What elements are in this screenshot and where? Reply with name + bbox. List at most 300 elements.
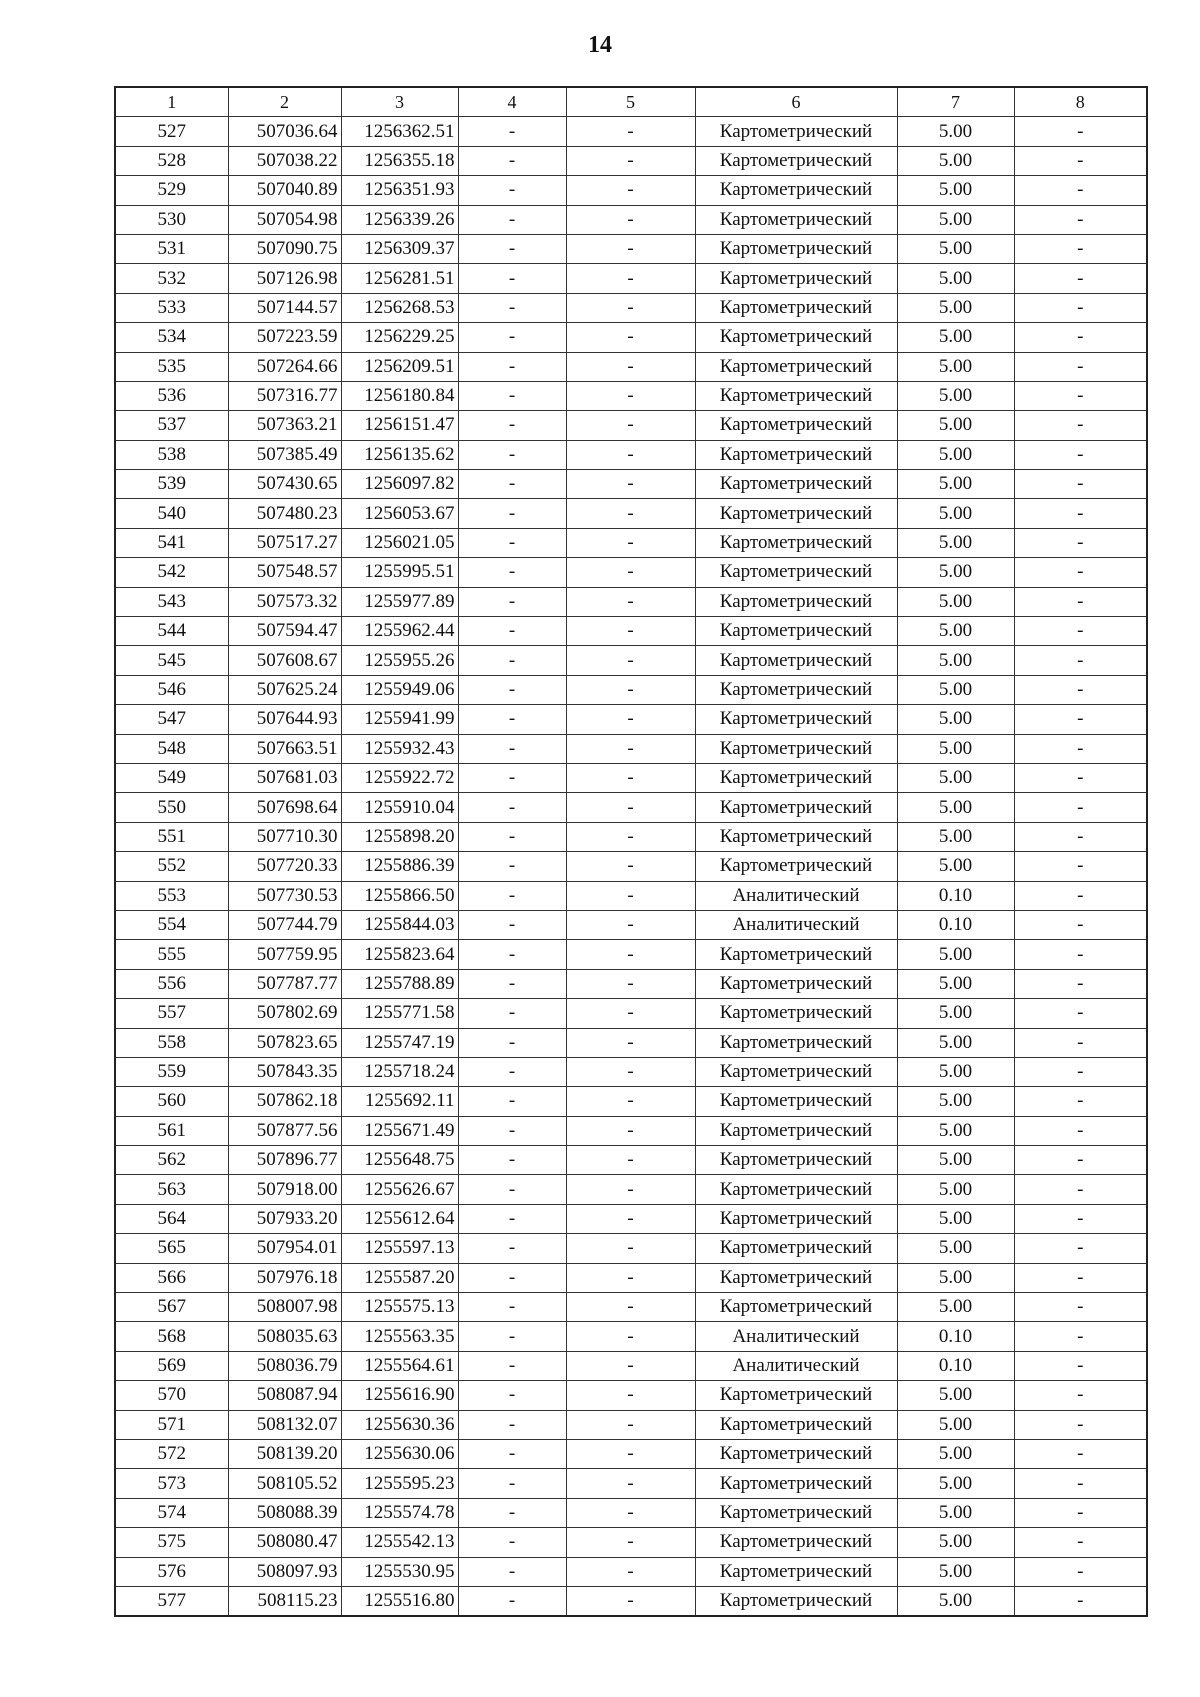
column-5-cell: - <box>566 852 695 881</box>
table-row <box>115 264 1147 293</box>
column-5-cell: - <box>566 999 695 1028</box>
method-cell: Картометрический <box>695 411 897 440</box>
x-coordinate-cell: 507663.51 <box>228 734 341 763</box>
method-cell: Аналитический <box>695 1351 897 1380</box>
x-coordinate-cell: 507976.18 <box>228 1263 341 1292</box>
column-8-cell: - <box>1014 1175 1147 1204</box>
point-number-cell: 539 <box>115 470 228 499</box>
point-number-cell: 542 <box>115 558 228 587</box>
x-coordinate-cell: 507681.03 <box>228 763 341 792</box>
column-4-cell: - <box>458 705 566 734</box>
method-cell: Картометрический <box>695 470 897 499</box>
x-coordinate-cell: 507316.77 <box>228 381 341 410</box>
column-5-cell: - <box>566 1293 695 1322</box>
accuracy-cell: 5.00 <box>897 117 1014 146</box>
column-5-cell: - <box>566 734 695 763</box>
y-coordinate-cell: 1255932.43 <box>341 734 458 763</box>
column-4-cell: - <box>458 146 566 175</box>
column-8-cell: - <box>1014 117 1147 146</box>
x-coordinate-cell: 507144.57 <box>228 293 341 322</box>
y-coordinate-cell: 1256180.84 <box>341 381 458 410</box>
y-coordinate-cell: 1255542.13 <box>341 1528 458 1557</box>
column-4-cell: - <box>458 1469 566 1498</box>
column-4-cell: - <box>458 470 566 499</box>
y-coordinate-cell: 1256355.18 <box>341 146 458 175</box>
x-coordinate-cell: 507698.64 <box>228 793 341 822</box>
accuracy-cell: 5.00 <box>897 1204 1014 1233</box>
column-8-cell: - <box>1014 234 1147 263</box>
table-row <box>115 1175 1147 1204</box>
column-4-cell: - <box>458 1381 566 1410</box>
column-4-cell: - <box>458 793 566 822</box>
accuracy-cell: 5.00 <box>897 734 1014 763</box>
method-cell: Картометрический <box>695 734 897 763</box>
column-header: 7 <box>897 87 1014 117</box>
x-coordinate-cell: 507877.56 <box>228 1116 341 1145</box>
column-8-cell: - <box>1014 705 1147 734</box>
point-number-cell: 577 <box>115 1586 228 1616</box>
method-cell: Картометрический <box>695 763 897 792</box>
table-row <box>115 499 1147 528</box>
x-coordinate-cell: 507573.32 <box>228 587 341 616</box>
column-8-cell: - <box>1014 1057 1147 1086</box>
column-header: 6 <box>695 87 897 117</box>
x-coordinate-cell: 508132.07 <box>228 1410 341 1439</box>
x-coordinate-cell: 507644.93 <box>228 705 341 734</box>
point-number-cell: 556 <box>115 969 228 998</box>
point-number-cell: 544 <box>115 617 228 646</box>
column-8-cell: - <box>1014 646 1147 675</box>
accuracy-cell: 5.00 <box>897 205 1014 234</box>
y-coordinate-cell: 1255648.75 <box>341 1146 458 1175</box>
table-row <box>115 1469 1147 1498</box>
point-number-cell: 551 <box>115 822 228 851</box>
column-4-cell: - <box>458 381 566 410</box>
accuracy-cell: 5.00 <box>897 264 1014 293</box>
table-row <box>115 234 1147 263</box>
column-8-cell: - <box>1014 146 1147 175</box>
column-5-cell: - <box>566 176 695 205</box>
x-coordinate-cell: 507363.21 <box>228 411 341 440</box>
point-number-cell: 559 <box>115 1057 228 1086</box>
column-header: 8 <box>1014 87 1147 117</box>
y-coordinate-cell: 1255616.90 <box>341 1381 458 1410</box>
y-coordinate-cell: 1256229.25 <box>341 323 458 352</box>
column-4-cell: - <box>458 1057 566 1086</box>
accuracy-cell: 5.00 <box>897 1175 1014 1204</box>
column-8-cell: - <box>1014 763 1147 792</box>
accuracy-cell: 5.00 <box>897 1234 1014 1263</box>
y-coordinate-cell: 1255692.11 <box>341 1087 458 1116</box>
x-coordinate-cell: 507802.69 <box>228 999 341 1028</box>
y-coordinate-cell: 1256281.51 <box>341 264 458 293</box>
point-number-cell: 543 <box>115 587 228 616</box>
y-coordinate-cell: 1255574.78 <box>341 1498 458 1527</box>
table-row <box>115 822 1147 851</box>
table-row <box>115 176 1147 205</box>
x-coordinate-cell: 507918.00 <box>228 1175 341 1204</box>
column-4-cell: - <box>458 1234 566 1263</box>
y-coordinate-cell: 1255977.89 <box>341 587 458 616</box>
point-number-cell: 555 <box>115 940 228 969</box>
method-cell: Картометрический <box>695 1528 897 1557</box>
table-row <box>115 1116 1147 1145</box>
y-coordinate-cell: 1255516.80 <box>341 1586 458 1616</box>
point-number-cell: 535 <box>115 352 228 381</box>
point-number-cell: 553 <box>115 881 228 910</box>
column-4-cell: - <box>458 675 566 704</box>
accuracy-cell: 0.10 <box>897 1351 1014 1380</box>
column-4-cell: - <box>458 1410 566 1439</box>
x-coordinate-cell: 508035.63 <box>228 1322 341 1351</box>
point-number-cell: 538 <box>115 440 228 469</box>
method-cell: Картометрический <box>695 146 897 175</box>
y-coordinate-cell: 1255630.06 <box>341 1439 458 1468</box>
method-cell: Аналитический <box>695 881 897 910</box>
accuracy-cell: 5.00 <box>897 587 1014 616</box>
column-5-cell: - <box>566 1087 695 1116</box>
x-coordinate-cell: 507744.79 <box>228 910 341 939</box>
method-cell: Картометрический <box>695 1293 897 1322</box>
column-5-cell: - <box>566 1322 695 1351</box>
y-coordinate-cell: 1255563.35 <box>341 1322 458 1351</box>
column-4-cell: - <box>458 264 566 293</box>
column-4-cell: - <box>458 234 566 263</box>
table-row <box>115 646 1147 675</box>
column-4-cell: - <box>458 852 566 881</box>
column-5-cell: - <box>566 470 695 499</box>
accuracy-cell: 5.00 <box>897 675 1014 704</box>
y-coordinate-cell: 1255597.13 <box>341 1234 458 1263</box>
y-coordinate-cell: 1255962.44 <box>341 617 458 646</box>
accuracy-cell: 0.10 <box>897 1322 1014 1351</box>
point-number-cell: 530 <box>115 205 228 234</box>
point-number-cell: 531 <box>115 234 228 263</box>
point-number-cell: 548 <box>115 734 228 763</box>
column-4-cell: - <box>458 205 566 234</box>
column-8-cell: - <box>1014 1116 1147 1145</box>
y-coordinate-cell: 1255949.06 <box>341 675 458 704</box>
column-4-cell: - <box>458 411 566 440</box>
table-row <box>115 1087 1147 1116</box>
accuracy-cell: 0.10 <box>897 881 1014 910</box>
accuracy-cell: 5.00 <box>897 323 1014 352</box>
x-coordinate-cell: 507036.64 <box>228 117 341 146</box>
column-5-cell: - <box>566 1557 695 1586</box>
column-4-cell: - <box>458 117 566 146</box>
table-row <box>115 999 1147 1028</box>
column-8-cell: - <box>1014 352 1147 381</box>
column-8-cell: - <box>1014 1146 1147 1175</box>
column-8-cell: - <box>1014 1263 1147 1292</box>
column-8-cell: - <box>1014 999 1147 1028</box>
x-coordinate-cell: 507385.49 <box>228 440 341 469</box>
column-5-cell: - <box>566 1204 695 1233</box>
column-5-cell: - <box>566 940 695 969</box>
table-row <box>115 705 1147 734</box>
column-4-cell: - <box>458 646 566 675</box>
column-4-cell: - <box>458 999 566 1028</box>
column-5-cell: - <box>566 352 695 381</box>
column-8-cell: - <box>1014 1586 1147 1616</box>
x-coordinate-cell: 507759.95 <box>228 940 341 969</box>
table-row <box>115 1028 1147 1057</box>
method-cell: Картометрический <box>695 528 897 557</box>
y-coordinate-cell: 1255587.20 <box>341 1263 458 1292</box>
method-cell: Картометрический <box>695 705 897 734</box>
accuracy-cell: 5.00 <box>897 999 1014 1028</box>
point-number-cell: 537 <box>115 411 228 440</box>
column-5-cell: - <box>566 411 695 440</box>
y-coordinate-cell: 1255718.24 <box>341 1057 458 1086</box>
column-5-cell: - <box>566 910 695 939</box>
y-coordinate-cell: 1255612.64 <box>341 1204 458 1233</box>
table-row <box>115 1293 1147 1322</box>
y-coordinate-cell: 1255595.23 <box>341 1469 458 1498</box>
method-cell: Картометрический <box>695 940 897 969</box>
x-coordinate-cell: 508036.79 <box>228 1351 341 1380</box>
column-4-cell: - <box>458 1351 566 1380</box>
table-row <box>115 558 1147 587</box>
table-row <box>115 1410 1147 1439</box>
accuracy-cell: 5.00 <box>897 176 1014 205</box>
table-row <box>115 146 1147 175</box>
x-coordinate-cell: 507090.75 <box>228 234 341 263</box>
x-coordinate-cell: 507038.22 <box>228 146 341 175</box>
column-8-cell: - <box>1014 910 1147 939</box>
column-8-cell: - <box>1014 822 1147 851</box>
column-4-cell: - <box>458 617 566 646</box>
column-4-cell: - <box>458 1146 566 1175</box>
accuracy-cell: 5.00 <box>897 1087 1014 1116</box>
column-5-cell: - <box>566 1351 695 1380</box>
accuracy-cell: 5.00 <box>897 411 1014 440</box>
column-5-cell: - <box>566 499 695 528</box>
accuracy-cell: 5.00 <box>897 1057 1014 1086</box>
column-8-cell: - <box>1014 734 1147 763</box>
table-row <box>115 881 1147 910</box>
table-row <box>115 763 1147 792</box>
column-5-cell: - <box>566 1028 695 1057</box>
column-8-cell: - <box>1014 940 1147 969</box>
coordinates-table <box>114 86 1148 1617</box>
method-cell: Картометрический <box>695 1146 897 1175</box>
column-5-cell: - <box>566 969 695 998</box>
method-cell: Картометрический <box>695 440 897 469</box>
column-header: 3 <box>341 87 458 117</box>
column-5-cell: - <box>566 234 695 263</box>
point-number-cell: 568 <box>115 1322 228 1351</box>
point-number-cell: 561 <box>115 1116 228 1145</box>
y-coordinate-cell: 1255922.72 <box>341 763 458 792</box>
point-number-cell: 567 <box>115 1293 228 1322</box>
table-row <box>115 852 1147 881</box>
table-header-row <box>115 87 1147 117</box>
column-5-cell: - <box>566 205 695 234</box>
accuracy-cell: 5.00 <box>897 146 1014 175</box>
x-coordinate-cell: 507862.18 <box>228 1087 341 1116</box>
x-coordinate-cell: 508007.98 <box>228 1293 341 1322</box>
column-8-cell: - <box>1014 1469 1147 1498</box>
column-5-cell: - <box>566 293 695 322</box>
table-row <box>115 1586 1147 1616</box>
accuracy-cell: 5.00 <box>897 1263 1014 1292</box>
column-5-cell: - <box>566 705 695 734</box>
table-row <box>115 1351 1147 1380</box>
accuracy-cell: 5.00 <box>897 969 1014 998</box>
column-4-cell: - <box>458 1175 566 1204</box>
y-coordinate-cell: 1256268.53 <box>341 293 458 322</box>
method-cell: Картометрический <box>695 1263 897 1292</box>
method-cell: Картометрический <box>695 558 897 587</box>
y-coordinate-cell: 1255771.58 <box>341 999 458 1028</box>
x-coordinate-cell: 507548.57 <box>228 558 341 587</box>
column-5-cell: - <box>566 617 695 646</box>
column-5-cell: - <box>566 1057 695 1086</box>
column-8-cell: - <box>1014 617 1147 646</box>
point-number-cell: 536 <box>115 381 228 410</box>
accuracy-cell: 5.00 <box>897 1146 1014 1175</box>
column-4-cell: - <box>458 734 566 763</box>
accuracy-cell: 5.00 <box>897 852 1014 881</box>
table-row <box>115 528 1147 557</box>
x-coordinate-cell: 507264.66 <box>228 352 341 381</box>
point-number-cell: 558 <box>115 1028 228 1057</box>
accuracy-cell: 5.00 <box>897 528 1014 557</box>
column-4-cell: - <box>458 1498 566 1527</box>
accuracy-cell: 5.00 <box>897 1469 1014 1498</box>
method-cell: Картометрический <box>695 822 897 851</box>
page-number: 14 <box>588 32 612 58</box>
y-coordinate-cell: 1255564.61 <box>341 1351 458 1380</box>
column-4-cell: - <box>458 1204 566 1233</box>
y-coordinate-cell: 1256053.67 <box>341 499 458 528</box>
column-8-cell: - <box>1014 675 1147 704</box>
point-number-cell: 529 <box>115 176 228 205</box>
method-cell: Картометрический <box>695 205 897 234</box>
column-4-cell: - <box>458 822 566 851</box>
table-row <box>115 1234 1147 1263</box>
column-5-cell: - <box>566 117 695 146</box>
column-4-cell: - <box>458 763 566 792</box>
column-header: 1 <box>115 87 228 117</box>
method-cell: Картометрический <box>695 1116 897 1145</box>
table-row <box>115 969 1147 998</box>
column-8-cell: - <box>1014 381 1147 410</box>
table-row <box>115 440 1147 469</box>
column-5-cell: - <box>566 1146 695 1175</box>
y-coordinate-cell: 1256362.51 <box>341 117 458 146</box>
column-4-cell: - <box>458 1322 566 1351</box>
y-coordinate-cell: 1256151.47 <box>341 411 458 440</box>
accuracy-cell: 5.00 <box>897 234 1014 263</box>
point-number-cell: 564 <box>115 1204 228 1233</box>
column-5-cell: - <box>566 1498 695 1527</box>
column-5-cell: - <box>566 1263 695 1292</box>
accuracy-cell: 5.00 <box>897 1410 1014 1439</box>
point-number-cell: 534 <box>115 323 228 352</box>
column-4-cell: - <box>458 558 566 587</box>
accuracy-cell: 5.00 <box>897 617 1014 646</box>
method-cell: Аналитический <box>695 1322 897 1351</box>
column-5-cell: - <box>566 1175 695 1204</box>
y-coordinate-cell: 1255671.49 <box>341 1116 458 1145</box>
accuracy-cell: 5.00 <box>897 1528 1014 1557</box>
accuracy-cell: 5.00 <box>897 558 1014 587</box>
table-row <box>115 1057 1147 1086</box>
table-row <box>115 293 1147 322</box>
x-coordinate-cell: 507608.67 <box>228 646 341 675</box>
method-cell: Картометрический <box>695 1498 897 1527</box>
accuracy-cell: 5.00 <box>897 822 1014 851</box>
method-cell: Картометрический <box>695 587 897 616</box>
x-coordinate-cell: 508088.39 <box>228 1498 341 1527</box>
column-4-cell: - <box>458 1028 566 1057</box>
column-8-cell: - <box>1014 264 1147 293</box>
accuracy-cell: 0.10 <box>897 910 1014 939</box>
column-8-cell: - <box>1014 176 1147 205</box>
column-8-cell: - <box>1014 1087 1147 1116</box>
column-5-cell: - <box>566 323 695 352</box>
point-number-cell: 565 <box>115 1234 228 1263</box>
column-8-cell: - <box>1014 528 1147 557</box>
x-coordinate-cell: 508087.94 <box>228 1381 341 1410</box>
x-coordinate-cell: 507823.65 <box>228 1028 341 1057</box>
point-number-cell: 569 <box>115 1351 228 1380</box>
column-5-cell: - <box>566 587 695 616</box>
method-cell: Картометрический <box>695 852 897 881</box>
method-cell: Картометрический <box>695 1175 897 1204</box>
column-5-cell: - <box>566 646 695 675</box>
y-coordinate-cell: 1255844.03 <box>341 910 458 939</box>
column-5-cell: - <box>566 881 695 910</box>
point-number-cell: 575 <box>115 1528 228 1557</box>
accuracy-cell: 5.00 <box>897 1381 1014 1410</box>
accuracy-cell: 5.00 <box>897 646 1014 675</box>
accuracy-cell: 5.00 <box>897 1293 1014 1322</box>
column-8-cell: - <box>1014 323 1147 352</box>
y-coordinate-cell: 1255955.26 <box>341 646 458 675</box>
table-row <box>115 323 1147 352</box>
x-coordinate-cell: 507517.27 <box>228 528 341 557</box>
x-coordinate-cell: 507730.53 <box>228 881 341 910</box>
accuracy-cell: 5.00 <box>897 1028 1014 1057</box>
y-coordinate-cell: 1256339.26 <box>341 205 458 234</box>
method-cell: Картометрический <box>695 646 897 675</box>
method-cell: Картометрический <box>695 617 897 646</box>
column-8-cell: - <box>1014 558 1147 587</box>
y-coordinate-cell: 1255898.20 <box>341 822 458 851</box>
table-row <box>115 381 1147 410</box>
table-row <box>115 1528 1147 1557</box>
column-5-cell: - <box>566 146 695 175</box>
column-5-cell: - <box>566 1439 695 1468</box>
column-8-cell: - <box>1014 793 1147 822</box>
table-row <box>115 411 1147 440</box>
column-5-cell: - <box>566 763 695 792</box>
column-8-cell: - <box>1014 411 1147 440</box>
point-number-cell: 566 <box>115 1263 228 1292</box>
column-8-cell: - <box>1014 499 1147 528</box>
method-cell: Картометрический <box>695 1087 897 1116</box>
point-number-cell: 562 <box>115 1146 228 1175</box>
column-header: 2 <box>228 87 341 117</box>
column-4-cell: - <box>458 1528 566 1557</box>
column-5-cell: - <box>566 1410 695 1439</box>
column-5-cell: - <box>566 793 695 822</box>
column-4-cell: - <box>458 881 566 910</box>
column-4-cell: - <box>458 940 566 969</box>
